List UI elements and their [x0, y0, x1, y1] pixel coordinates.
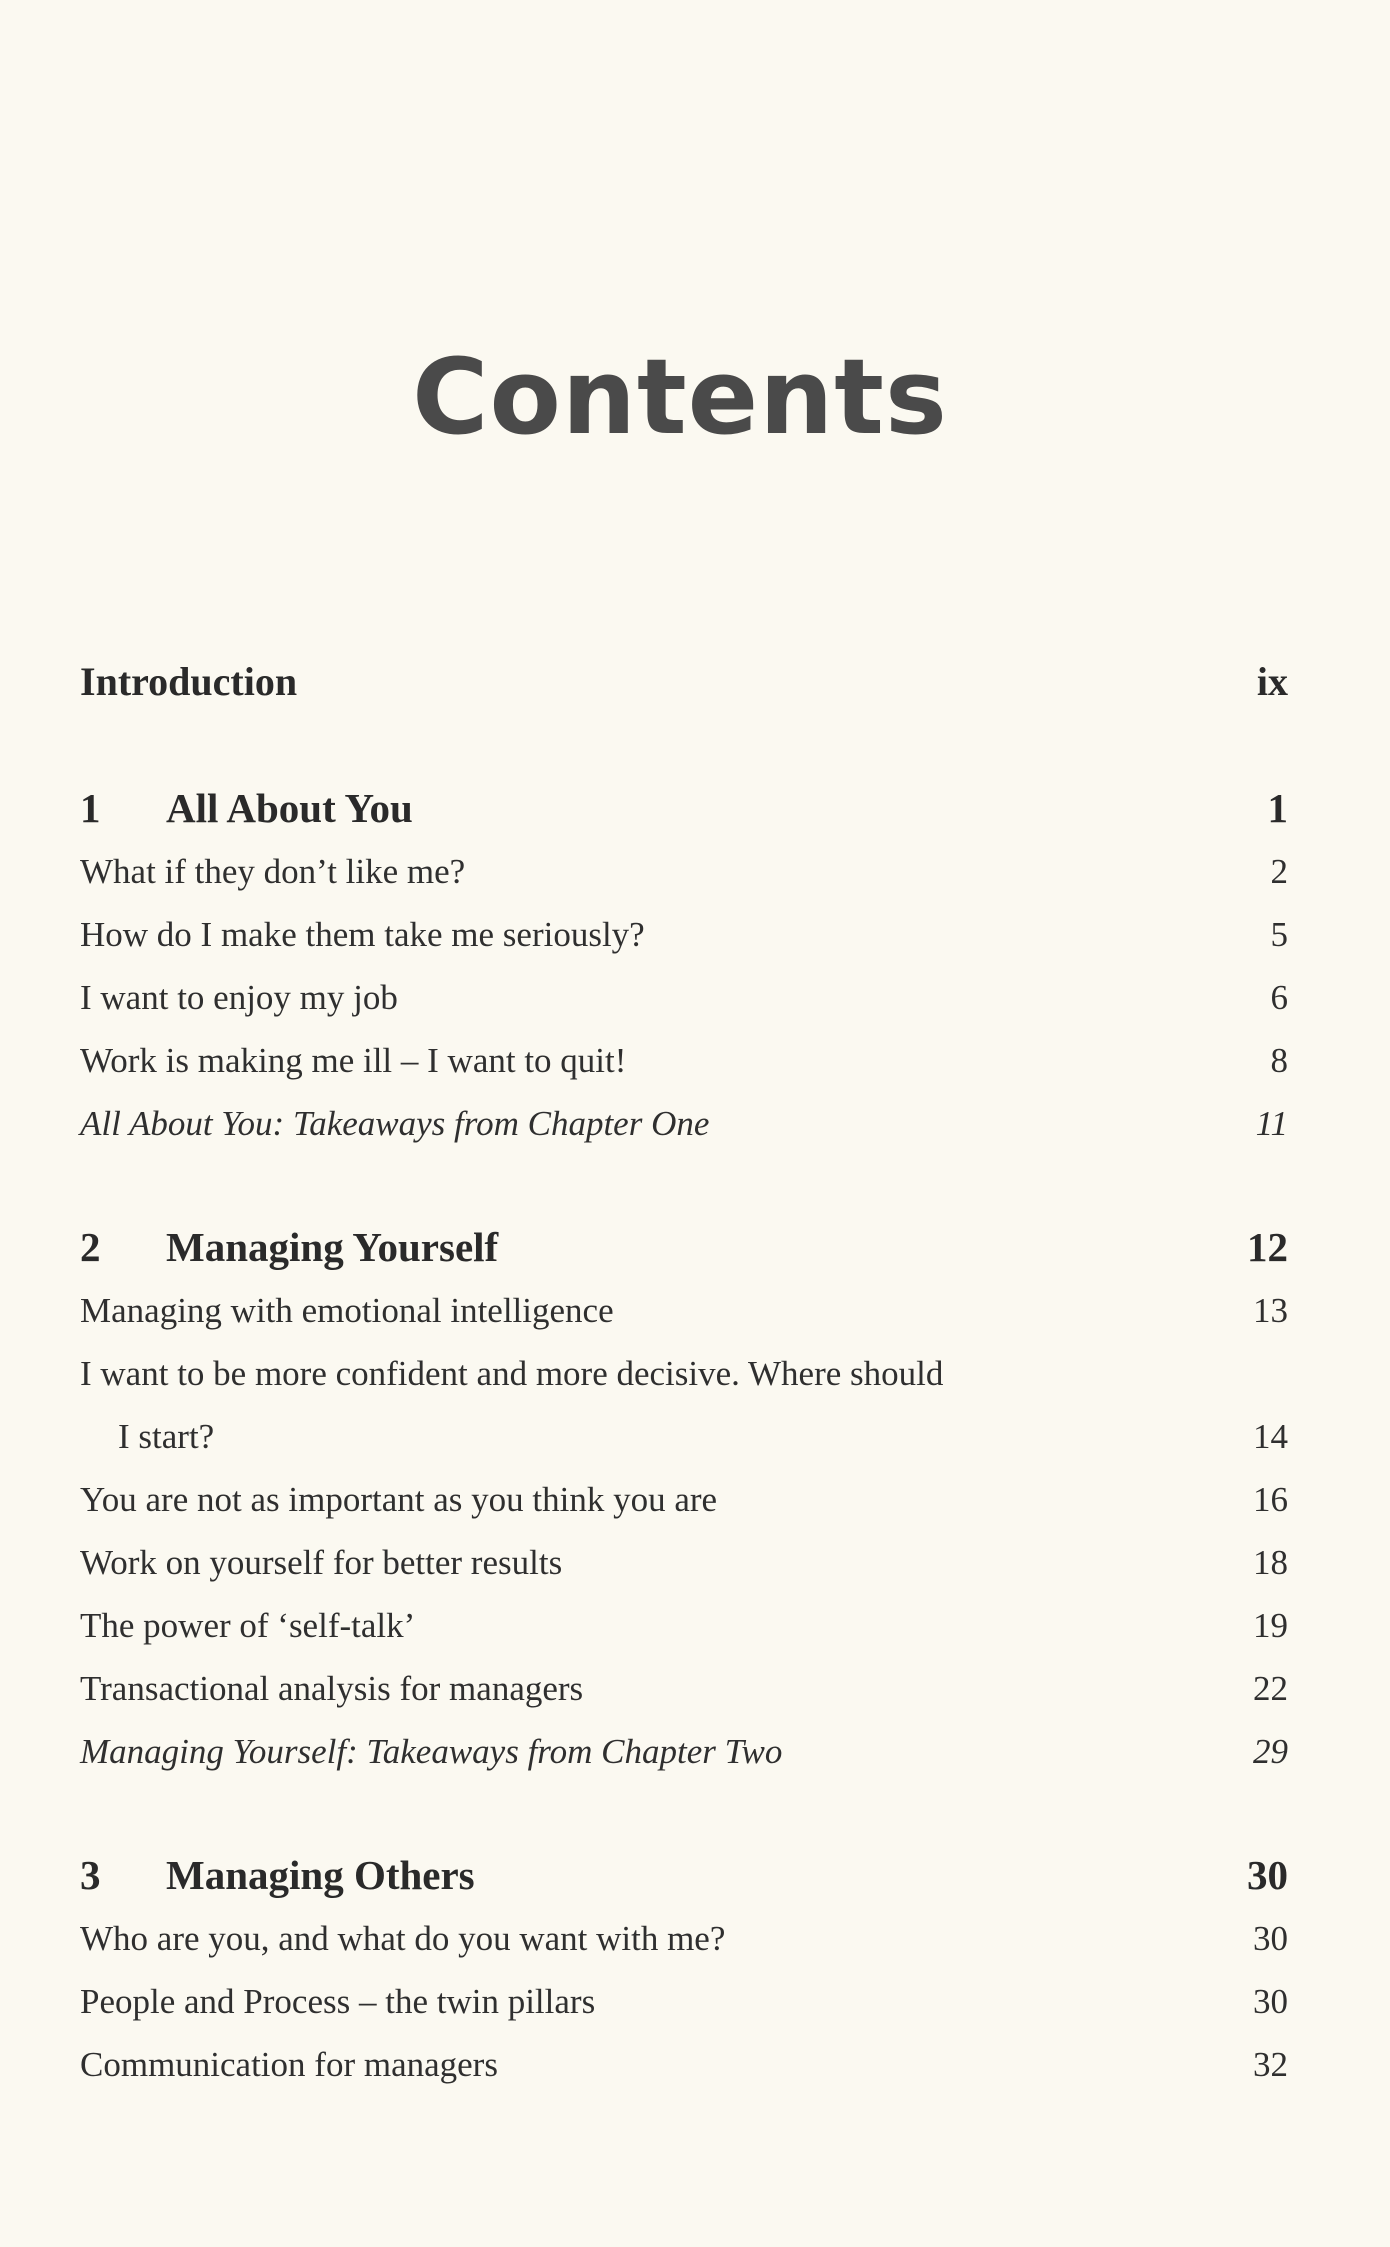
toc-entry-label-continuation: I start?: [118, 1417, 215, 1456]
toc-entry-label: Work is making me ill – I want to quit!: [80, 1041, 627, 1080]
toc-page-number: 6: [1270, 978, 1288, 1017]
toc-page-number: 8: [1270, 1041, 1288, 1080]
toc-takeaway-entry[interactable]: [80, 1094, 1288, 1154]
chapter-title: All About You: [166, 785, 413, 831]
toc-entry-label: Introduction: [80, 659, 298, 704]
toc-entry[interactable]: [80, 842, 1288, 902]
chapter-heading-1[interactable]: [80, 778, 1288, 838]
toc-entry[interactable]: [80, 1344, 1288, 1404]
toc-page-number: 14: [1253, 1417, 1288, 1456]
chapter-heading-2[interactable]: [80, 1217, 1288, 1277]
toc-entry-label: What if they don’t like me?: [80, 852, 466, 891]
toc-page-number: 2: [1270, 852, 1288, 891]
toc-page-number: 29: [1253, 1732, 1288, 1771]
toc-page-number: 13: [1253, 1291, 1288, 1330]
toc-page-number: 32: [1253, 2045, 1288, 2084]
toc-page-number: 22: [1253, 1669, 1288, 1708]
toc-entry[interactable]: [80, 2035, 1288, 2095]
chapter-title: Managing Others: [166, 1852, 475, 1898]
toc-entry-label: I want to be more confident and more decisive. Where should: [80, 1354, 944, 1393]
chapter-number: 3: [80, 1852, 101, 1898]
toc-entry-label: The power of ‘self-talk’: [80, 1606, 416, 1645]
toc-page-number: 1: [1267, 785, 1288, 831]
toc-entry-label: Who are you, and what do you want with me?: [80, 1919, 726, 1958]
toc-entry-label: Managing Yourself: Takeaways from Chapter Two: [80, 1732, 783, 1771]
toc-takeaway-entry[interactable]: [80, 1722, 1288, 1782]
toc-entry[interactable]: [80, 1031, 1288, 1091]
toc-page-number: 5: [1270, 915, 1288, 954]
toc-entry-label: People and Process – the twin pillars: [80, 1982, 596, 2021]
toc-entry-label: Communication for managers: [80, 2045, 498, 2084]
page-title: Contents: [412, 336, 948, 458]
chapter-title: Managing Yourself: [166, 1224, 499, 1270]
toc-entry[interactable]: [80, 1972, 1288, 2032]
toc-page-number: ix: [1256, 659, 1288, 704]
toc-entry[interactable]: [80, 1596, 1288, 1656]
toc-entry[interactable]: [80, 1470, 1288, 1530]
toc-page-number: 30: [1253, 1982, 1288, 2021]
toc-page-number: 18: [1253, 1543, 1288, 1582]
chapter-heading-3[interactable]: [80, 1845, 1288, 1905]
toc-entry[interactable]: [80, 968, 1288, 1028]
toc-entry-label: Transactional analysis for managers: [80, 1669, 584, 1708]
toc-page-number: 16: [1253, 1480, 1288, 1519]
toc-entry[interactable]: [80, 1281, 1288, 1341]
toc-entry-label: All About You: Takeaways from Chapter One: [80, 1104, 710, 1143]
chapter-number: 1: [80, 785, 101, 831]
toc-entry-label: I want to enjoy my job: [80, 978, 398, 1017]
toc-entry[interactable]: [80, 1533, 1288, 1593]
chapter-number: 2: [80, 1224, 101, 1270]
toc-page-number: 11: [1255, 1104, 1288, 1143]
toc-entry[interactable]: [80, 905, 1288, 965]
toc-introduction[interactable]: [80, 652, 1288, 712]
toc-entry[interactable]: [80, 1659, 1288, 1719]
toc-entry-label: How do I make them take me seriously?: [80, 915, 645, 954]
toc-page-number: 19: [1253, 1606, 1288, 1645]
toc-page-number: 30: [1253, 1919, 1288, 1958]
toc-entry-label: Work on yourself for better results: [80, 1543, 563, 1582]
toc-entry-continuation[interactable]: [80, 1407, 1288, 1467]
toc-page-number: 30: [1247, 1852, 1288, 1898]
toc-entry-label: Managing with emotional intelligence: [80, 1291, 614, 1330]
toc-entry-label: You are not as important as you think you are: [80, 1480, 718, 1519]
toc-entry[interactable]: [80, 1909, 1288, 1969]
toc-page-number: 12: [1247, 1224, 1288, 1270]
